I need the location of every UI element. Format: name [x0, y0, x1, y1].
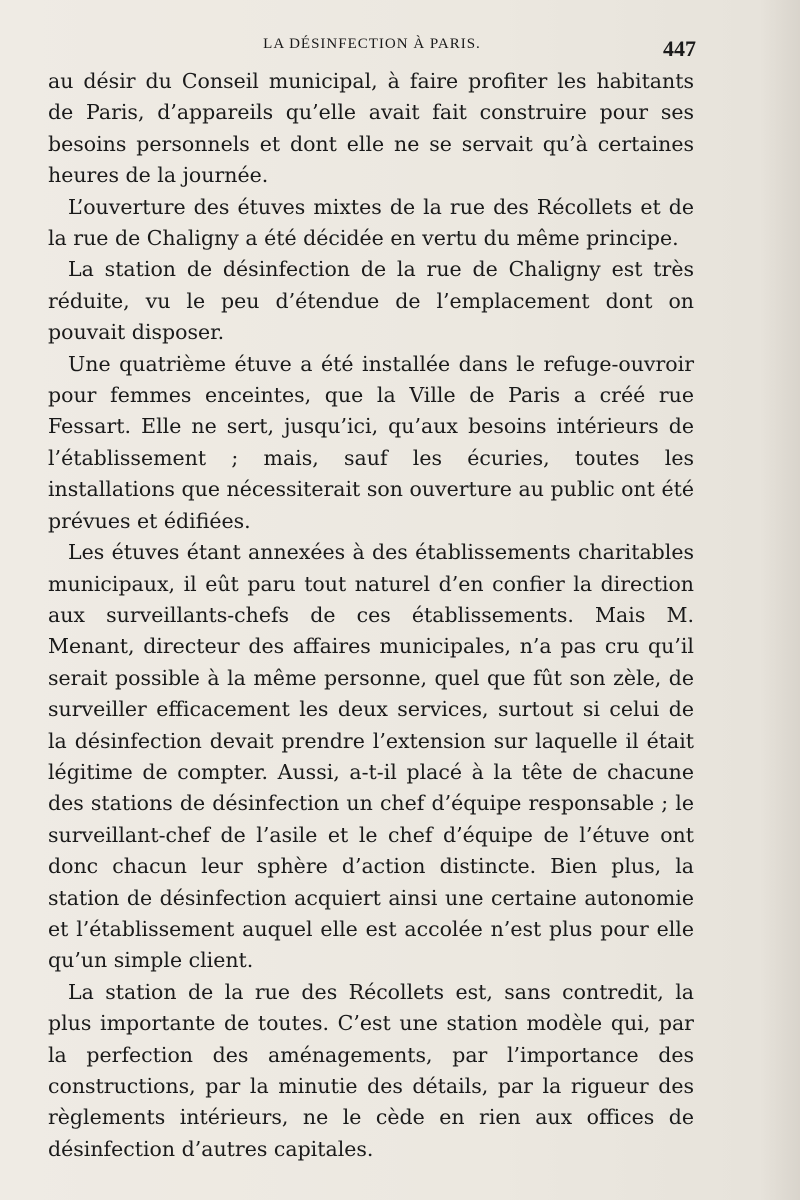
paragraph-3: La station de désinfection de la rue de Chaligny est très réduite, vu le peu d’étendue de l’emplacement dont on pouvait disposer. [48, 257, 694, 345]
paragraph-2: L’ouverture des étuves mixtes de la rue des Récollets et de la rue de Chaligny a été décidée en vertu du même principe. [48, 194, 694, 251]
paragraph-6: La station de la rue des Récollets est, sans contredit, la plus importante de toutes. C’est une station modèle qui, par la perfection des aménagements, par l’importance des constructions, par la minutie des détails, par la rigueur des règlements intérieurs, ne le cède en rien aux offices de désinfection d’autres capitales. [48, 979, 694, 1161]
paragraph-1: au désir du Conseil municipal, à faire profiter les habitants de Paris, d’appareils qu’elle avait fait construire pour ses besoins personnels et dont elle ne se servait qu’à certaines heures de la journée. [48, 69, 694, 188]
running-head: LA DÉSINFECTION À PARIS. [263, 36, 481, 52]
page-edge-shadow [760, 0, 800, 1200]
paragraph-4: Une quatrième étuve a été installée dans le refuge-ouvroir pour femmes enceintes, que la Ville de Paris a créé rue Fessart. Elle ne sert, jusqu’ici, qu’aux besoins intérieurs de l’établissement ; mais, sauf les écuries, toutes les installations que nécessiterait son ouverture au public ont été prévues et édifiées. [48, 351, 694, 533]
page-number: 447 [663, 36, 696, 61]
body-text [48, 66, 694, 1165]
page-header [48, 36, 696, 62]
paragraph-5: Les étuves étant annexées à des établissements charitables municipaux, il eût paru tout naturel d’en confier la direction aux surveillants-chefs de ces établissements. Mais M. Menant, directeur des affaires municipales, n’a pas cru qu’il serait possible à la même personne, quel que fût son zèle, de surveiller efficacement les deux services, surtout si celui de la désinfection devait prendre l’extension sur laquelle il était légitime de compter. Aussi, a-t-il placé à la tête de chacune des stations de désinfection un chef d’équipe responsable ; le surveillant-chef de l’asile et le chef d’équipe de l’étuve ont donc chacun leur sphère d’action distincte. Bien plus, la station de désinfection acquiert ainsi une certaine autonomie et l’établissement auquel elle est accolée n’est plus pour elle qu’un simple client. [48, 540, 694, 973]
